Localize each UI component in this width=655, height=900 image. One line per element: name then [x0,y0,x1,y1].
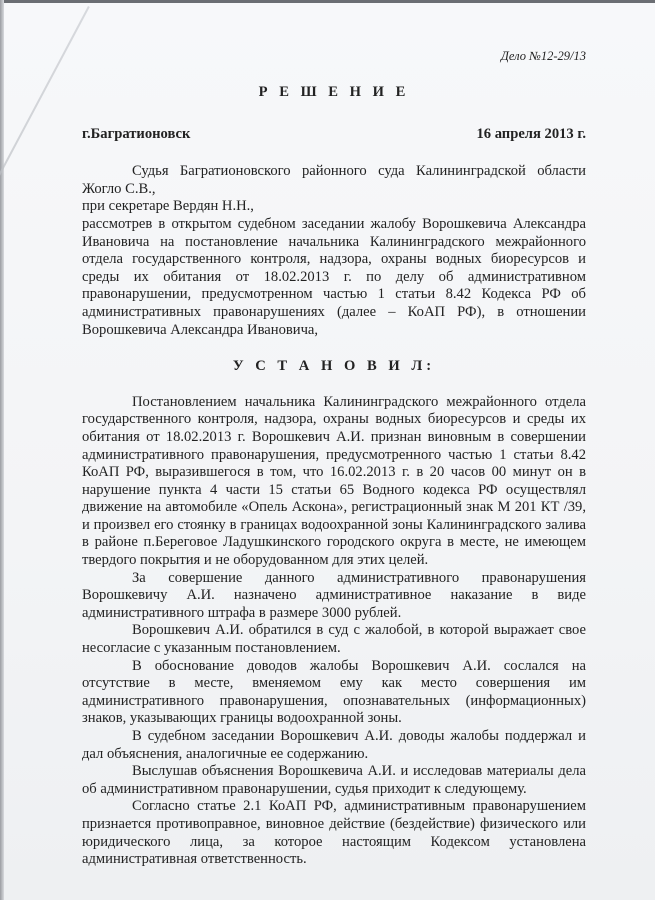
place-date-row [82,126,586,144]
city: г.Багратионовск [82,125,191,142]
judge-name: Жогло С.В., [82,180,156,197]
paragraph-7: Согласно статье 2.1 КоАП РФ, административным правонарушением признается противоправное, виновное действие (бездействие) физического или юридического лица, за которое настоящим Кодексом установлена административная ответственность. [82,798,586,868]
paragraph-2: За совершение данного административного правонарушения Ворошкевичу А.И. назначено административное наказание в виде административного штрафа в размере 3000 рублей. [82,569,586,621]
secretary-line: при секретаре Вердян Н.Н., [82,198,254,215]
paragraph-1: Постановлением начальника Калининградского межрайонного отдела государственного контроля, надзора, охраны водных биоресурсов и среды их обитания от 18.02.2013 г. Ворошкевич А.И. признан виновным в совершении административного правонарушения, предусмотренного частью 1 статьи 8.42 КоАП РФ, выразившегося в том, что 16.02.2013 г. в 20 часов 00 минут он в нарушение пункта 4 части 15 статьи 65 Водного кодекса РФ осуществлял движение на автомобиле «Опель Аскона», регистрационный знак М 201 КТ /39, и произвел его стоянку в границах водоохранной зоны Калининградского залива в районе п.Береговое Ладушкинского городского округа в месте, не имеющем твердого покрытия и не оборудованном для этих целей. [82,393,586,569]
judge-line: Судья Багратионовского районного суда Калининградской области [132,163,586,180]
scan-top-edge [0,0,655,3]
section-heading: У С Т А Н О В И Л: [232,358,436,375]
court-decision [82,48,586,869]
paragraph-6: Выслушав объяснения Ворошкевича А.И. и исследовав материалы дела об административном правонарушении, судья приходит к следующему. [82,763,586,797]
paragraph-5: В судебном заседании Ворошкевич А.И. доводы жалобы поддержал и дал объяснения, аналогичные ее содержанию. [82,728,586,762]
paper-fold-line [0,6,90,298]
document-title: Р Е Ш Е Н И Е [258,84,410,100]
intro-paragraph: рассмотрев в открытом судебном заседании жалобу Ворошкевича Александра Ивановича на постановление начальника Калининградского межрайонного отдела государственного контроля, надзора, охраны водных биоресурсов и среды их обитания от 18.02.2013 г. по делу об административном правонарушении, предусмотренном частью 1 статьи 8.42 Кодекса РФ об административных правонарушениях (далее – КоАП РФ), в отношении Ворошкевича Александра Ивановича, [82,215,586,338]
scan-left-edge [0,0,4,900]
decision-date: 16 апреля 2013 г. [476,125,586,142]
paragraph-4: В обоснование доводов жалобы Ворошкевич А.И. сослался на отсутствие в месте, вменяемом ему как место совершения им административного правонарушения, опознавательных (информационных) знаков, указывающих границы водоохранной зоны. [82,657,586,727]
case-number: Дело №12-29/13 [500,49,586,63]
intro-block [82,163,586,339]
paragraph-3: Ворошкевич А.И. обратился в суд с жалобой, в которой выражает свое несогласие с указанным постановлением. [82,622,586,657]
